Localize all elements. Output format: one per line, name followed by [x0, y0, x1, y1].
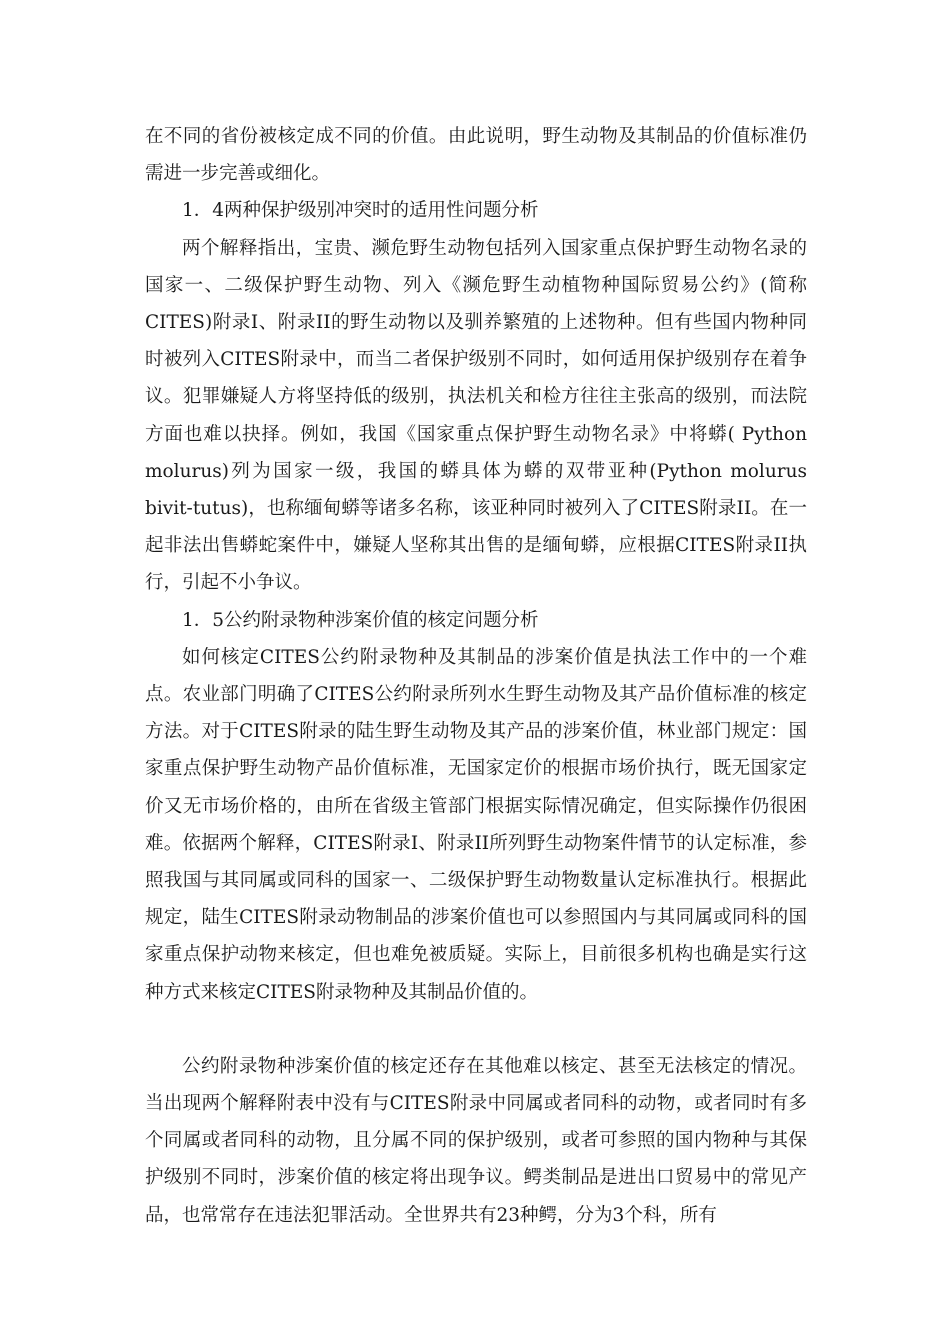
paragraph-spacer [145, 1011, 807, 1048]
paragraph-continued: 在不同的省份被核定成不同的价值。由此说明，野生动物及其制品的价值标准仍需进一步完善或细化。 [145, 126, 807, 185]
document-body [145, 118, 807, 1234]
paragraph-1-4: 两个解释指出，宝贵、濒危野生动物包括列入国家重点保护野生动物名录的国家一、二级保护野生动物、列入《濒危野生动植物种国际贸易公约》(简称CITES)附录I、附录II的野生动物以及驯养繁殖的上述物种。但有些国内物种同时被列入CITES附录中，而当二者保护级别不同时，如何适用保护级别存在着争议。犯罪嫌疑人方将坚持低的级别，执法机关和检方往往主张高的级别，而法院方面也难以抉择。例如，我国《国家重点保护野生动物名录》中将蟒( Python molurus)列为国家一级，我国的蟒具体为蟒的双带亚种(Python molurus bivit-tutus)，也称缅甸蟒等诸多名称，该亚种同时被列入了CITES附录II。在一起非法出售蟒蛇案件中，嫌疑人坚称其出售的是缅甸蟒，应根据CITES附录II执行，引起不小争议。 [145, 237, 807, 594]
paragraph-1-5: 如何核定CITES公约附录物种及其制品的涉案价值是执法工作中的一个难点。农业部门明确了CITES公约附录所列水生野生动物及其产品价值标准的核定方法。对于CITES附录的陆生野生动物及其产品的涉案价值，林业部门规定：国家重点保护野生动物产品价值标准，无国家定价的根据市场价执行，既无国家定价又无市场价格的，由所在省级主管部门根据实际情况确定，但实际操作仍很困难。依据两个解释，CITES附录I、附录II所列野生动物案件情节的认定标准，参照我国与其同属或同科的国家一、二级保护野生动物数量认定标准执行。根据此规定，陆生CITES附录动物制品的涉案价值也可以参照国内与其同属或同科的国家重点保护动物来核定，但也难免被质疑。实际上，目前很多机构也确是实行这种方式来核定CITES附录物种及其制品价值的。 [145, 646, 807, 1003]
section-heading-1-4: 1．4两种保护级别冲突时的适用性问题分析 [182, 200, 539, 222]
section-heading-1-5: 1．5公约附录物种涉案价值的核定问题分析 [182, 609, 539, 631]
paragraph-last: 公约附录物种涉案价值的核定还存在其他难以核定、甚至无法核定的情况。当出现两个解释附表中没有与CITES附录中同属或者同科的动物，或者同时有多个同属或者同科的动物，且分属不同的保护级别，或者可参照的国内物种与其保护级别不同时，涉案价值的核定将出现争议。鳄类制品是进出口贸易中的常见产品，也常常存在违法犯罪活动。全世界共有23种鳄，分为3个科，所有 [145, 1055, 807, 1226]
